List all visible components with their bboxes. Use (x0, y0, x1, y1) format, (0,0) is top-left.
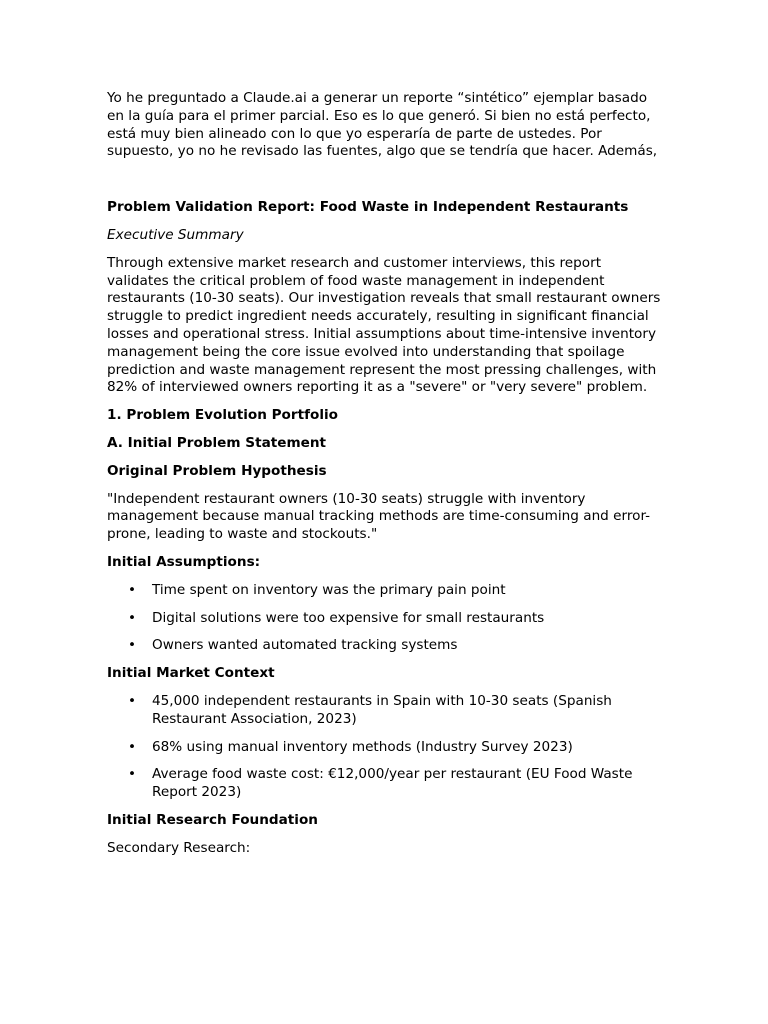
bullet-icon: • (128, 581, 137, 598)
section-1-heading: 1. Problem Evolution Portfolio (107, 407, 339, 424)
assumptions-list (107, 582, 667, 655)
list-item (107, 582, 667, 600)
document-page (107, 90, 667, 868)
bullet-icon: • (128, 738, 137, 755)
list-item-text: Digital solutions were too expensive for small restaurants (152, 609, 545, 626)
intro-paragraph: Yo he preguntado a Claude.ai a generar un reporte “sintético” ejemplar basado en la guía para el primer parcial. Eso es lo que generó. Si bien no está perfecto, está muy bien alineado con lo que yo esperaría de parte de ustedes. Por supuesto, yo no he revisado las fuentes, algo que se tendría que hacer. Además, (107, 90, 658, 160)
list-item-text: Owners wanted automated tracking systems (152, 637, 458, 654)
bullet-icon: • (128, 609, 137, 626)
executive-summary-heading: Executive Summary (107, 226, 244, 243)
secondary-research-label: Secondary Research: (107, 839, 251, 856)
assumptions-heading: Initial Assumptions: (107, 553, 261, 570)
report-title: Problem Validation Report: Food Waste in Independent Restaurants (107, 199, 629, 216)
list-item (107, 637, 667, 655)
hypothesis-text: "Independent restaurant owners (10-30 seats) struggle with inventory management because manual tracking methods are time-consuming and error-prone, leading to waste and stockouts." (107, 490, 651, 543)
bullet-icon: • (128, 692, 137, 709)
list-item-text: 68% using manual inventory methods (Industry Survey 2023) (152, 738, 573, 755)
bullet-icon: • (128, 637, 137, 654)
list-item (107, 610, 667, 628)
list-item (107, 693, 667, 729)
list-item (107, 739, 667, 757)
research-foundation-heading: Initial Research Foundation (107, 811, 318, 828)
executive-summary-text: Through extensive market research and customer interviews, this report validates the critical problem of food waste management in independent restaurants (10-30 seats). Our investigation reveals that small restaurant owners struggle to predict ingredient needs accurately, resulting in significant financial losses and operational stress. Initial assumptions about time-intensive inventory management being the core issue evolved into understanding that spoilage prediction and waste management represent the most pressing challenges, with 82% of interviewed owners reporting it as a "severe" or "very severe" problem. (107, 254, 661, 396)
section-a-heading: A. Initial Problem Statement (107, 434, 327, 451)
market-context-heading: Initial Market Context (107, 665, 275, 682)
list-item (107, 766, 667, 802)
list-item-text: 45,000 independent restaurants in Spain with 10-30 seats (Spanish Restaurant Association, 2023) (152, 692, 612, 727)
bullet-icon: • (128, 766, 137, 783)
hypothesis-heading: Original Problem Hypothesis (107, 462, 327, 479)
market-context-list (107, 693, 667, 802)
list-item-text: Average food waste cost: €12,000/year per restaurant (EU Food Waste Report 2023) (152, 766, 633, 801)
list-item-text: Time spent on inventory was the primary pain point (152, 581, 506, 598)
